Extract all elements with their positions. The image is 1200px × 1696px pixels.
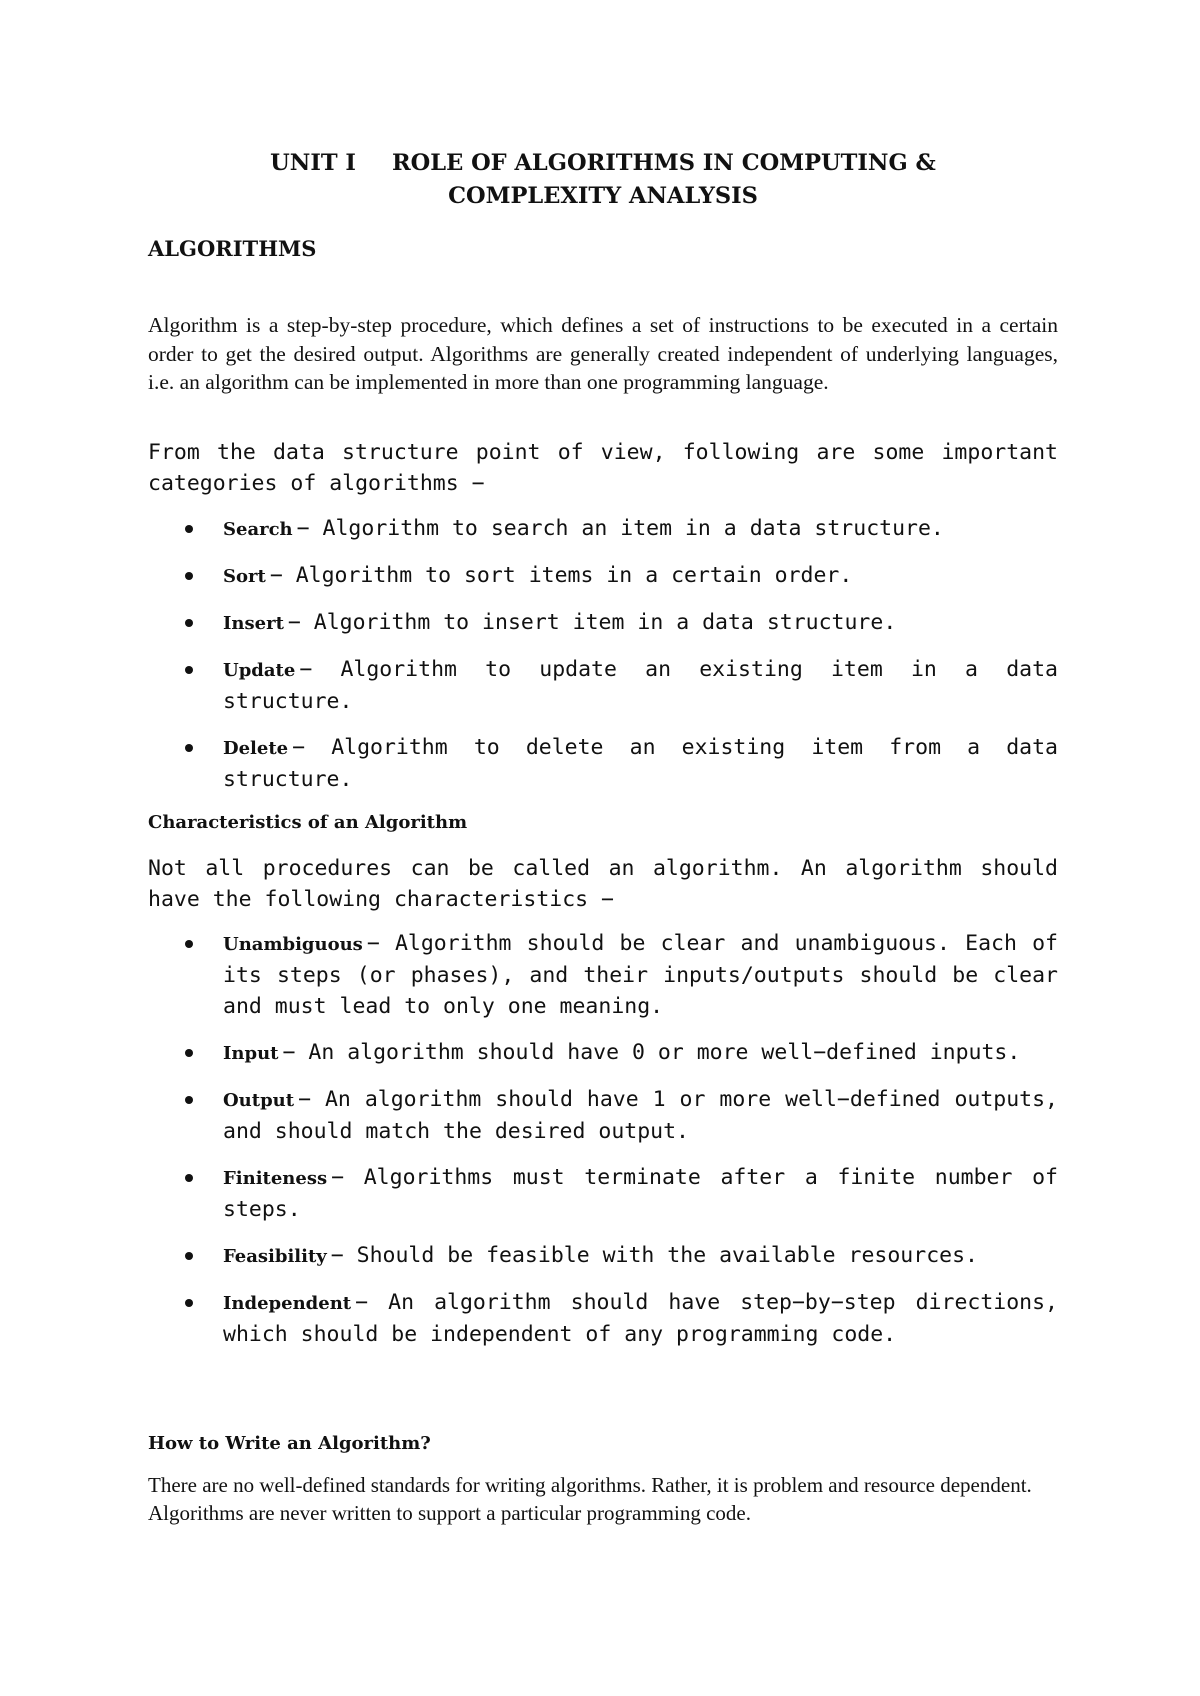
- title-text-1: ROLE OF ALGORITHMS IN COMPUTING &: [391, 150, 936, 176]
- item-term: Sort: [223, 566, 266, 587]
- list-item: [148, 1287, 1058, 1350]
- list-item: [148, 928, 1058, 1022]
- item-term: Input: [223, 1043, 279, 1064]
- list-item: [148, 1240, 1058, 1272]
- item-term: Output: [223, 1090, 295, 1111]
- item-term: Update: [223, 660, 296, 681]
- bullet-icon: [185, 1049, 193, 1057]
- item-desc: − Algorithm should be clear and unambiguous. Each of its steps (or phases), and their inputs/outputs should be clear and must lead to only one meaning.: [223, 931, 1058, 1019]
- item-term: Finiteness: [223, 1168, 328, 1189]
- list-item: [148, 732, 1058, 795]
- item-desc: − Algorithm to insert item in a data structure.: [287, 610, 897, 635]
- item-term: Search: [223, 519, 293, 540]
- bullet-icon: [185, 572, 193, 580]
- item-desc: − Algorithm to sort items in a certain order.: [269, 563, 853, 588]
- item-desc: − Algorithm to update an existing item in a data structure.: [223, 657, 1058, 714]
- section-heading-algorithms: ALGORITHMS: [148, 236, 317, 261]
- page-title: [148, 147, 1058, 213]
- bullet-icon: [185, 525, 193, 533]
- item-desc: − An algorithm should have 1 or more well−defined outputs, and should match the desired output.: [223, 1087, 1058, 1144]
- item-desc: − Should be feasible with the available resources.: [330, 1243, 978, 1268]
- bullet-icon: [185, 744, 193, 752]
- item-desc: − An algorithm should have 0 or more well−defined inputs.: [282, 1040, 1021, 1065]
- intro-paragraph: Algorithm is a step-by-step procedure, which defines a set of instructions to be executed in a certain order to get the desired output. Algorithms are generally created independent of underlying languages, i.e. an algorithm can be implemented in more than one programming language.: [148, 313, 1058, 394]
- list-item: [148, 607, 1058, 639]
- item-desc: − Algorithm to delete an existing item from a data structure.: [223, 735, 1058, 792]
- bullet-icon: [185, 1174, 193, 1182]
- title-line-2: COMPLEXITY ANALYSIS: [448, 183, 758, 209]
- bullet-icon: [185, 1096, 193, 1104]
- item-term: Delete: [223, 738, 289, 759]
- item-term: Unambiguous: [223, 934, 363, 955]
- list-item: [148, 513, 1058, 545]
- item-term: Feasibility: [223, 1246, 327, 1267]
- bullet-icon: [185, 666, 193, 674]
- list-item: [148, 1037, 1058, 1069]
- list-item: [148, 1162, 1058, 1225]
- title-line-1: [148, 147, 1058, 180]
- characteristics-list: [148, 928, 1058, 1365]
- categories-lead: From the data structure point of view, following are some important categories of algorithms −: [148, 440, 1058, 496]
- bullet-icon: [185, 619, 193, 627]
- bullet-icon: [185, 940, 193, 948]
- characteristics-heading: Characteristics of an Algorithm: [148, 812, 468, 833]
- list-item: [148, 1084, 1058, 1147]
- item-term: Independent: [223, 1293, 352, 1314]
- list-item: [148, 654, 1058, 717]
- list-item: [148, 560, 1058, 592]
- item-desc: − An algorithm should have step−by−step directions, which should be independent of any programming code.: [223, 1290, 1058, 1347]
- item-term: Insert: [223, 613, 284, 634]
- bullet-icon: [185, 1252, 193, 1260]
- characteristics-lead: Not all procedures can be called an algorithm. An algorithm should have the following characteristics −: [148, 856, 1058, 912]
- how-to-write-paragraph: There are no well-defined standards for writing algorithms. Rather, it is problem and resource dependent. Algorithms are never written to support a particular programming code.: [148, 1473, 1032, 1525]
- categories-list: [148, 513, 1058, 810]
- item-desc: − Algorithm to search an item in a data structure.: [296, 516, 944, 541]
- bullet-icon: [185, 1299, 193, 1307]
- unit-label: UNIT I: [270, 150, 356, 176]
- item-desc: − Algorithms must terminate after a finite number of steps.: [223, 1165, 1058, 1222]
- how-to-write-heading: How to Write an Algorithm?: [148, 1433, 431, 1454]
